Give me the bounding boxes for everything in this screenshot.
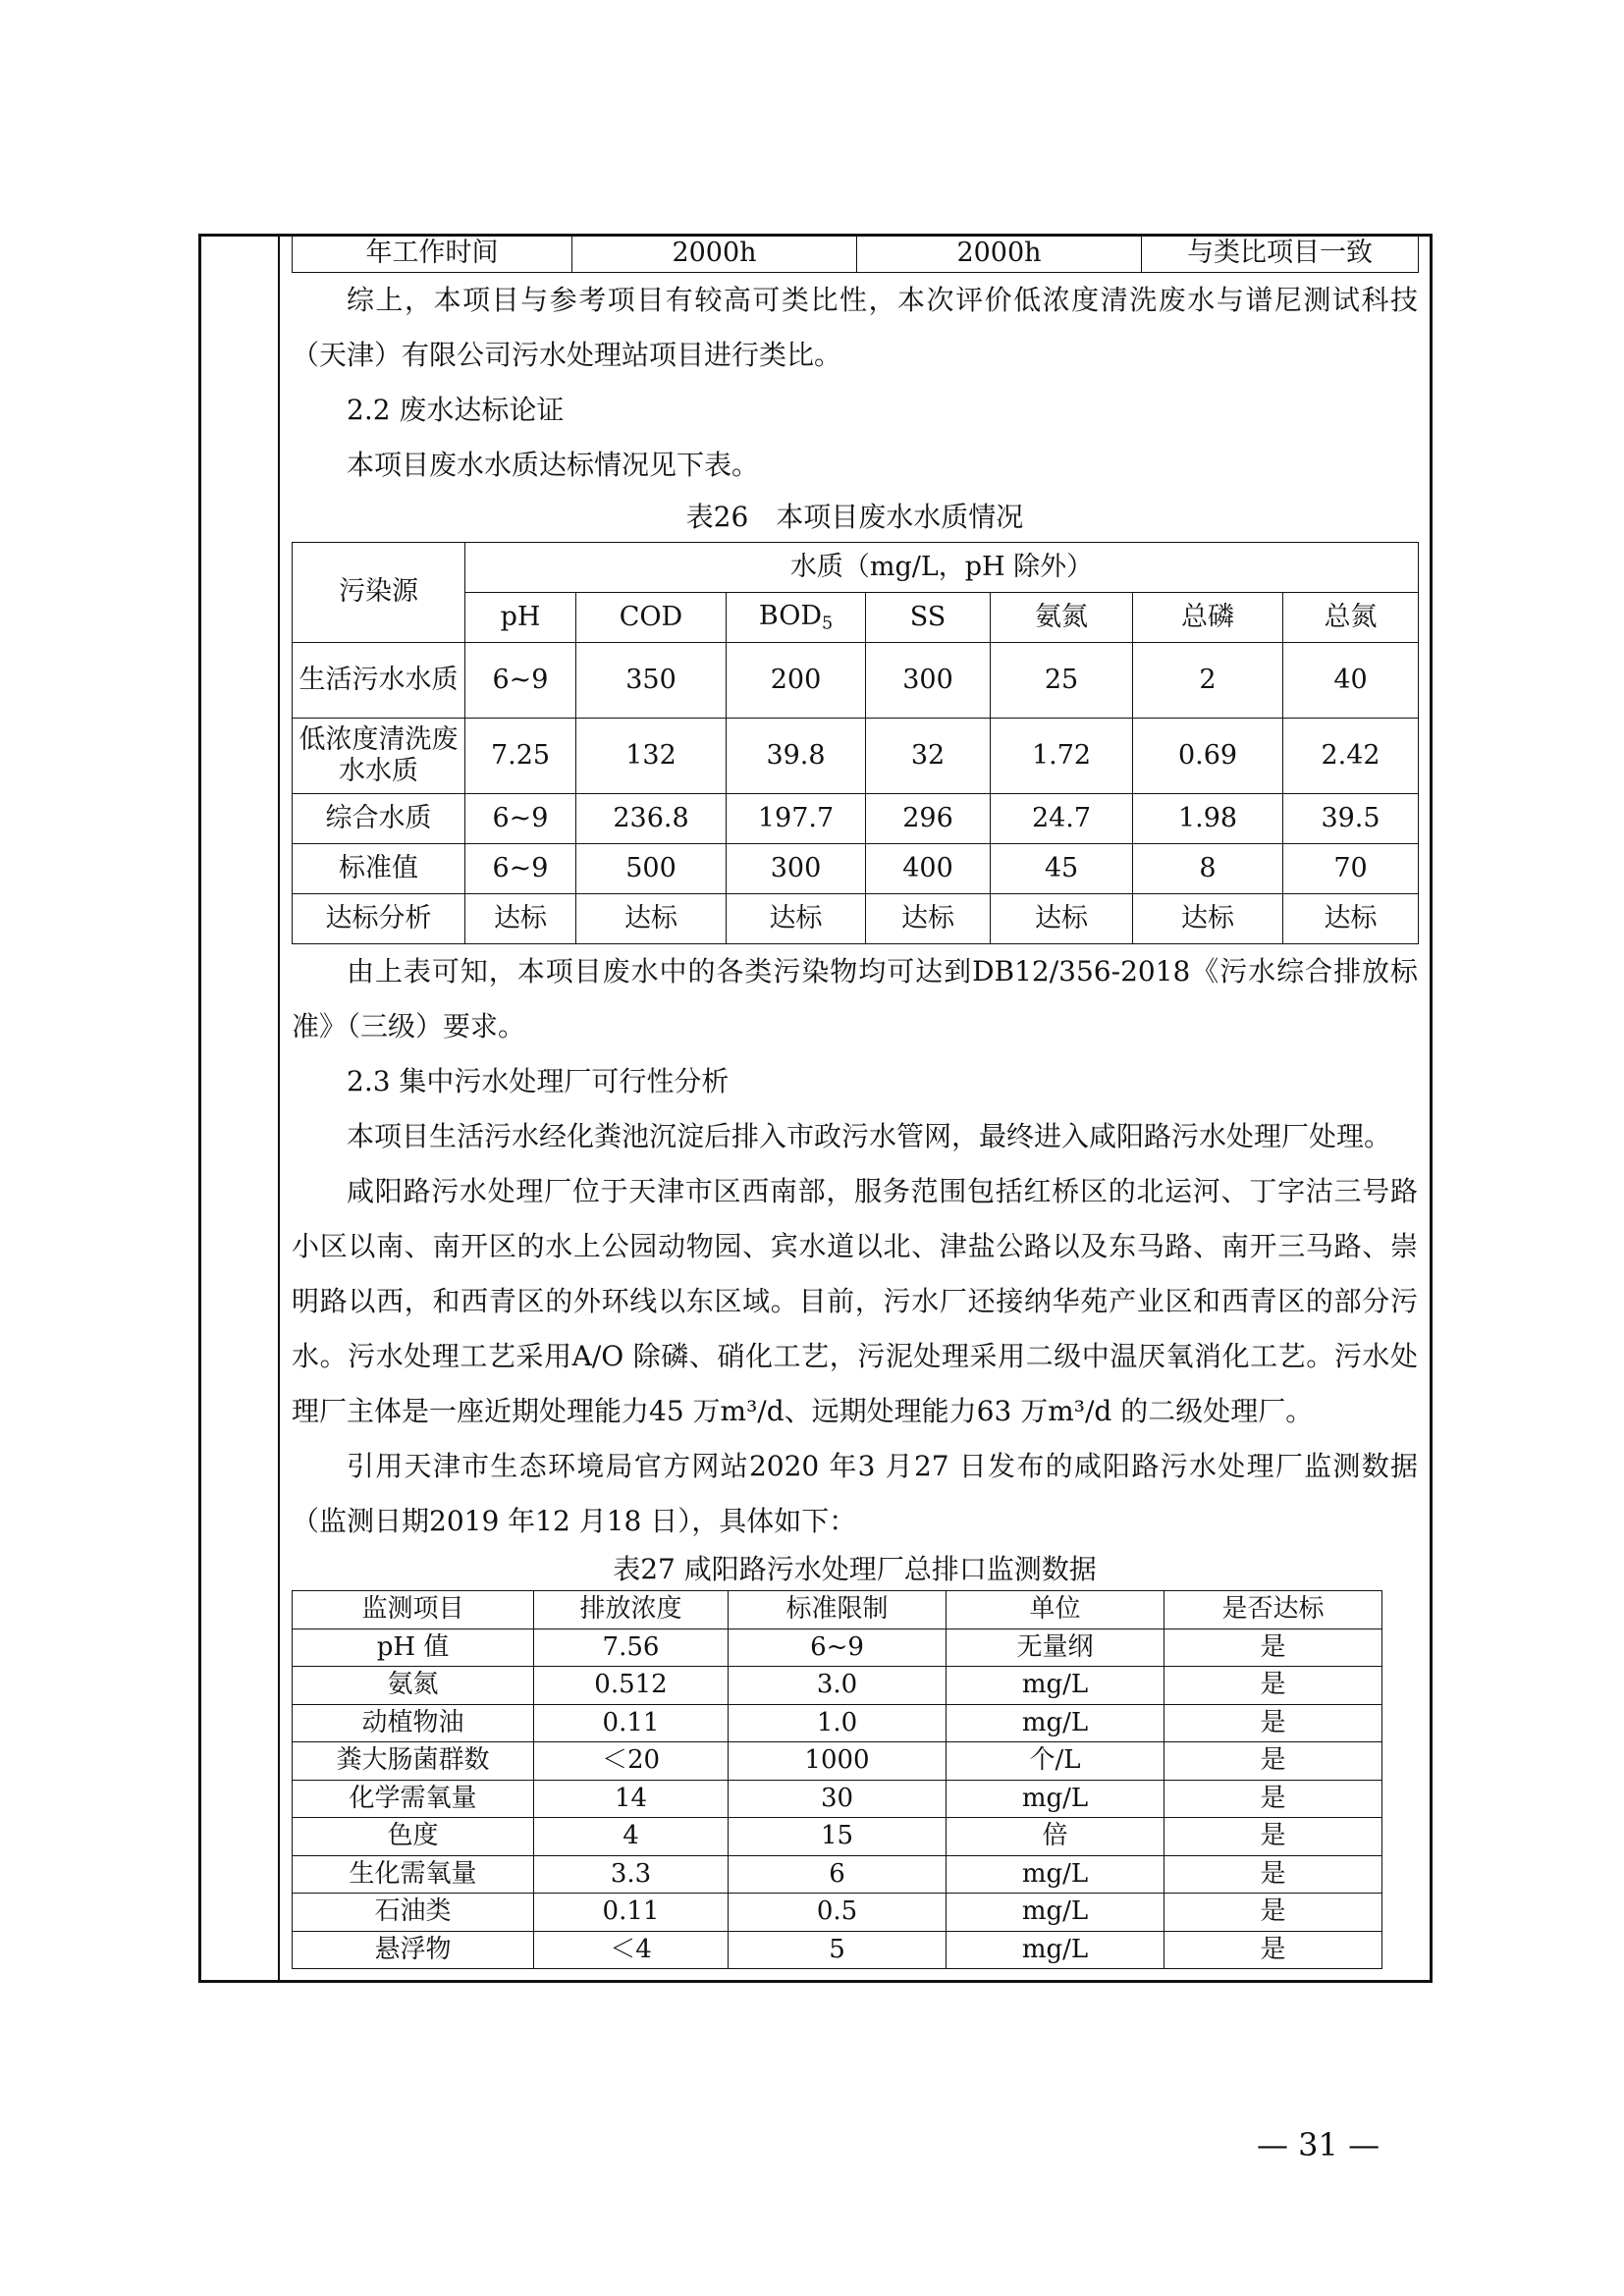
table-cell: 3.0 <box>729 1667 947 1705</box>
column-header: 氨氮 <box>991 593 1133 643</box>
column-header: COD <box>576 593 727 643</box>
table-cell: 30 <box>729 1780 947 1818</box>
table-cell: 45 <box>991 844 1133 894</box>
paragraph-summary: 综上，本项目与参考项目有较高可类比性，本次评价低浓度清洗废水与谱尼测试科技（天津）有限公司污水处理站项目进行类比。 <box>292 284 1418 371</box>
column-header: 排放浓度 <box>534 1591 729 1629</box>
table-cell: mg/L <box>947 1931 1164 1969</box>
column-header: 监测项目 <box>293 1591 534 1629</box>
paragraph-intro-table26: 本项目废水水质达标情况见下表。 <box>347 449 760 481</box>
table-cell: 0.512 <box>534 1667 729 1705</box>
paragraph-sewage-route: 本项目生活污水经化粪池沉淀后排入市政污水管网，最终进入咸阳路污水处理厂处理。 <box>347 1120 1392 1152</box>
table-cell: 500 <box>576 844 727 894</box>
table-cell: 2 <box>1133 643 1283 719</box>
row-label: 低浓度清洗废水水质 <box>293 719 465 794</box>
column-header: pH <box>465 593 576 643</box>
table-cell: 达标 <box>727 894 866 944</box>
section-heading-2-2: 2.2 废水达标论证 <box>347 394 565 426</box>
table-cell: 是 <box>1164 1704 1382 1742</box>
table-cell: 4 <box>534 1818 729 1856</box>
table-cell: 是 <box>1164 1931 1382 1969</box>
table-cell: mg/L <box>947 1894 1164 1932</box>
table-cell: 197.7 <box>727 794 866 844</box>
column-header: 总磷 <box>1133 593 1283 643</box>
table-cell: 39.8 <box>727 719 866 794</box>
table-cell: mg/L <box>947 1704 1164 1742</box>
table-cell: 是 <box>1164 1894 1382 1932</box>
column-header: 总氮 <box>1283 593 1419 643</box>
table-cell: 7.56 <box>534 1629 729 1667</box>
table-cell: 70 <box>1283 844 1419 894</box>
table-cell: 350 <box>576 643 727 719</box>
table-cell: 25 <box>991 643 1133 719</box>
table-cell: 6~9 <box>729 1629 947 1667</box>
table-cell: 无量纲 <box>947 1629 1164 1667</box>
table-cell: 32 <box>866 719 991 794</box>
table-cell: mg/L <box>947 1780 1164 1818</box>
table-cell: 24.7 <box>991 794 1133 844</box>
column-header: 是否达标 <box>1164 1591 1382 1629</box>
table-cell: 倍 <box>947 1818 1164 1856</box>
table-cell: mg/L <box>947 1855 1164 1894</box>
table-cell: 300 <box>866 643 991 719</box>
paragraph-plant-description: 咸阳路污水处理厂位于天津市区西南部，服务范围包括红桥区的北运河、丁字沽三号路小区以南、南开区的水上公园动物园、宾水道以北、津盐公路以及东马路、南开三马路、崇明路以西，和西青区的外环线以东区域。目前，污水厂还接纳华苑产业区和西青区的部分污水。污水处理工艺采用A/O 除磷、硝化工艺，污泥处理采用二级中温厌氧消化工艺。污水处理厂主体是一座近期处理能力45 万m³/d、远期处理能力63 万m³/d 的二级处理厂。 <box>292 1175 1418 1427</box>
table-cell: 0.11 <box>534 1894 729 1932</box>
table26-caption: 表26 本项目废水水质情况 <box>685 501 1024 533</box>
row-label: 达标分析 <box>293 894 465 944</box>
table-cell: 是 <box>1164 1742 1382 1781</box>
table-cell: 132 <box>576 719 727 794</box>
table-cell: 1000 <box>729 1742 947 1781</box>
table-cell: 6~9 <box>465 794 576 844</box>
table27 <box>292 1590 1382 1969</box>
table-row <box>293 1780 1382 1818</box>
column-header-bod5: $BOD_5$ <box>727 593 866 643</box>
row-label: 综合水质 <box>293 794 465 844</box>
table-cell: 动植物油 <box>293 1704 534 1742</box>
table-cell: 1.72 <box>991 719 1133 794</box>
table-cell: 是 <box>1164 1818 1382 1856</box>
top-table <box>292 234 1419 273</box>
row-label: 生活污水水质 <box>293 643 465 719</box>
table-cell: 8 <box>1133 844 1283 894</box>
table26 <box>292 542 1419 944</box>
table27-caption: 表27 咸阳路污水处理厂总排口监测数据 <box>613 1553 1097 1585</box>
table-cell: 1.98 <box>1133 794 1283 844</box>
table-cell: 0.5 <box>729 1894 947 1932</box>
table-header-row <box>293 543 1419 593</box>
table-cell: 是 <box>1164 1855 1382 1894</box>
table-row <box>293 894 1419 944</box>
table-row <box>293 1894 1382 1932</box>
table-cell: 6 <box>729 1855 947 1894</box>
column-header: 单位 <box>947 1591 1164 1629</box>
table-row <box>293 1667 1382 1705</box>
page-number: — 31 — <box>1257 2126 1380 2163</box>
table-cell: 是 <box>1164 1667 1382 1705</box>
table-cell: 与类比项目一致 <box>1142 235 1419 273</box>
table-cell: mg/L <box>947 1667 1164 1705</box>
table-cell: 0.11 <box>534 1704 729 1742</box>
table-row <box>293 1818 1382 1856</box>
table-cell: 0.69 <box>1133 719 1283 794</box>
table-row <box>293 1855 1382 1894</box>
table-row <box>293 643 1419 719</box>
table-cell: 个/L <box>947 1742 1164 1781</box>
table-row <box>293 1742 1382 1781</box>
table-cell: 400 <box>866 844 991 894</box>
table-cell: 达标 <box>576 894 727 944</box>
table-row <box>293 794 1419 844</box>
table-cell: 达标 <box>1283 894 1419 944</box>
table-cell: 化学需氧量 <box>293 1780 534 1818</box>
section-heading-2-3: 2.3 集中污水处理厂可行性分析 <box>347 1065 730 1097</box>
table-cell: ＜4 <box>534 1931 729 1969</box>
page-content <box>292 234 1418 1969</box>
table-cell: 是 <box>1164 1629 1382 1667</box>
table-cell: 悬浮物 <box>293 1931 534 1969</box>
table-header-row <box>293 1591 1382 1629</box>
header-pollution-source: 污染源 <box>293 543 465 643</box>
table-cell: 达标 <box>465 894 576 944</box>
table-cell: 生化需氧量 <box>293 1855 534 1894</box>
table-row <box>293 235 1419 273</box>
table-cell: 236.8 <box>576 794 727 844</box>
table-cell: 14 <box>534 1780 729 1818</box>
table-row <box>293 1931 1382 1969</box>
header-water-quality: 水质（mg/L，pH 除外） <box>465 543 1419 593</box>
paragraph-monitoring-source: 引用天津市生态环境局官方网站2020 年3 月27 日发布的咸阳路污水处理厂监测数据（监测日期2019 年12 月18 日），具体如下： <box>292 1450 1418 1537</box>
table-cell: pH 值 <box>293 1629 534 1667</box>
table-cell: 296 <box>866 794 991 844</box>
table-cell: 年工作时间 <box>293 235 572 273</box>
table-cell: ＜20 <box>534 1742 729 1781</box>
row-label: 标准值 <box>293 844 465 894</box>
table-cell: 300 <box>727 844 866 894</box>
column-header: 标准限制 <box>729 1591 947 1629</box>
table-cell: 粪大肠菌群数 <box>293 1742 534 1781</box>
table-row <box>293 1629 1382 1667</box>
column-header: SS <box>866 593 991 643</box>
table-cell: 5 <box>729 1931 947 1969</box>
table-cell: 达标 <box>1133 894 1283 944</box>
table-cell: 6~9 <box>465 643 576 719</box>
table-cell: 2000h <box>572 235 857 273</box>
table-row <box>293 844 1419 894</box>
table-cell: 40 <box>1283 643 1419 719</box>
frame-left-margin-line <box>278 234 280 1983</box>
table-cell: 色度 <box>293 1818 534 1856</box>
table-cell: 2000h <box>857 235 1142 273</box>
table-cell: 1.0 <box>729 1704 947 1742</box>
table-row <box>293 1704 1382 1742</box>
paragraph-conclusion: 由上表可知，本项目废水中的各类污染物均可达到DB12/356-2018《污水综合排放标准》（三级）要求。 <box>292 955 1418 1042</box>
table-cell: 氨氮 <box>293 1667 534 1705</box>
table-row <box>293 719 1419 794</box>
table-cell: 石油类 <box>293 1894 534 1932</box>
table-cell: 2.42 <box>1283 719 1419 794</box>
table-cell: 15 <box>729 1818 947 1856</box>
table-cell: 是 <box>1164 1780 1382 1818</box>
table-cell: 200 <box>727 643 866 719</box>
table-cell: 39.5 <box>1283 794 1419 844</box>
table-cell: 达标 <box>866 894 991 944</box>
table-cell: 3.3 <box>534 1855 729 1894</box>
table-cell: 达标 <box>991 894 1133 944</box>
table-cell: 6~9 <box>465 844 576 894</box>
table-cell: 7.25 <box>465 719 576 794</box>
